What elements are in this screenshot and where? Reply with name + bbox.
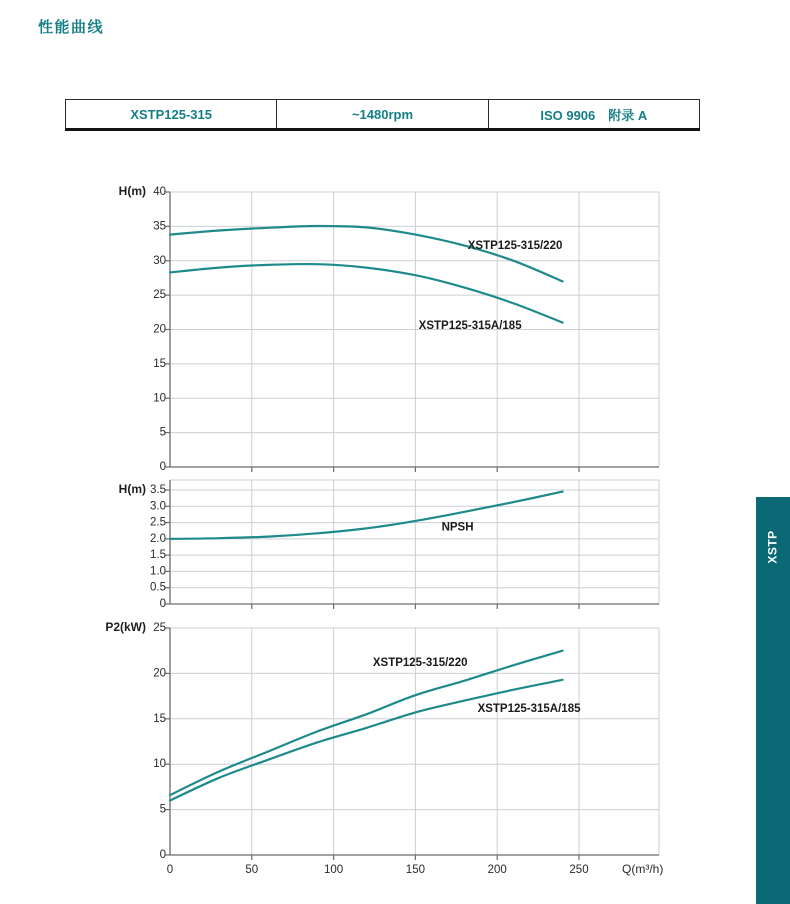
curve-label: XSTP125-315A/185 bbox=[477, 702, 581, 715]
y-tick-label: 30 bbox=[153, 254, 166, 267]
x-axis-unit-label: Q(m³/h) bbox=[622, 862, 664, 876]
y-axis-unit-label: P2(kW) bbox=[105, 620, 146, 635]
series-side-tab-label: XSTP bbox=[766, 530, 780, 564]
x-tick-label: 0 bbox=[166, 864, 174, 876]
chart-3 bbox=[105, 620, 663, 876]
series-side-tab bbox=[756, 497, 790, 904]
curve-xstp125-315-220 bbox=[170, 226, 563, 281]
y-tick-label: 0 bbox=[159, 598, 166, 611]
y-tick-label: 0.5 bbox=[150, 581, 166, 594]
series-side-tab-label-box bbox=[756, 519, 790, 575]
curve-xstp125-315a-185 bbox=[170, 680, 563, 801]
x-tick-label: 150 bbox=[405, 864, 425, 876]
spec-cell-speed: ~1480rpm bbox=[276, 100, 487, 128]
y-tick-label: 10 bbox=[153, 392, 166, 405]
x-tick-label: 250 bbox=[569, 864, 589, 876]
y-tick-label: 25 bbox=[153, 622, 166, 635]
y-axis-unit-label: H(m) bbox=[118, 482, 146, 497]
x-tick-label: 100 bbox=[324, 864, 344, 876]
y-tick-label: 15 bbox=[153, 357, 166, 370]
y-tick-label: 25 bbox=[153, 289, 166, 302]
x-tick-label: 50 bbox=[245, 864, 259, 876]
curve-xstp125-315a-185 bbox=[170, 264, 563, 323]
spec-cell-standard: ISO 9906 附录 A bbox=[488, 100, 700, 128]
y-tick-label: 40 bbox=[153, 186, 166, 199]
y-tick-label: 10 bbox=[153, 758, 166, 771]
y-tick-label: 35 bbox=[153, 220, 166, 233]
y-tick-label: 0 bbox=[159, 461, 166, 474]
curve-label: NPSH bbox=[441, 521, 474, 534]
y-tick-label: 5 bbox=[159, 426, 166, 439]
curve-label: XSTP125-315A/185 bbox=[418, 319, 522, 332]
y-tick-label: 3.0 bbox=[150, 500, 166, 513]
chart-1 bbox=[119, 184, 659, 473]
y-tick-label: 1.5 bbox=[150, 549, 166, 562]
y-tick-label: 2.0 bbox=[150, 532, 166, 545]
y-tick-label: 20 bbox=[153, 667, 166, 680]
y-tick-label: 3.5 bbox=[150, 484, 166, 497]
chart-2 bbox=[119, 480, 659, 610]
y-tick-label: 20 bbox=[153, 323, 166, 336]
x-tick-label: 200 bbox=[487, 864, 507, 876]
page-title: 性能曲线 bbox=[38, 19, 105, 36]
curve-npsh bbox=[170, 492, 563, 539]
y-tick-label: 1.0 bbox=[150, 565, 166, 578]
spec-cell-model: XSTP125-315 bbox=[65, 100, 276, 128]
curve-label: XSTP125-315/220 bbox=[372, 657, 468, 670]
y-tick-label: 5 bbox=[159, 803, 166, 816]
y-tick-label: 2.5 bbox=[150, 516, 166, 529]
y-axis-unit-label: H(m) bbox=[118, 184, 146, 199]
curve-label: XSTP125-315/220 bbox=[467, 240, 563, 253]
y-tick-label: 15 bbox=[153, 712, 166, 725]
y-tick-label: 0 bbox=[159, 849, 166, 862]
